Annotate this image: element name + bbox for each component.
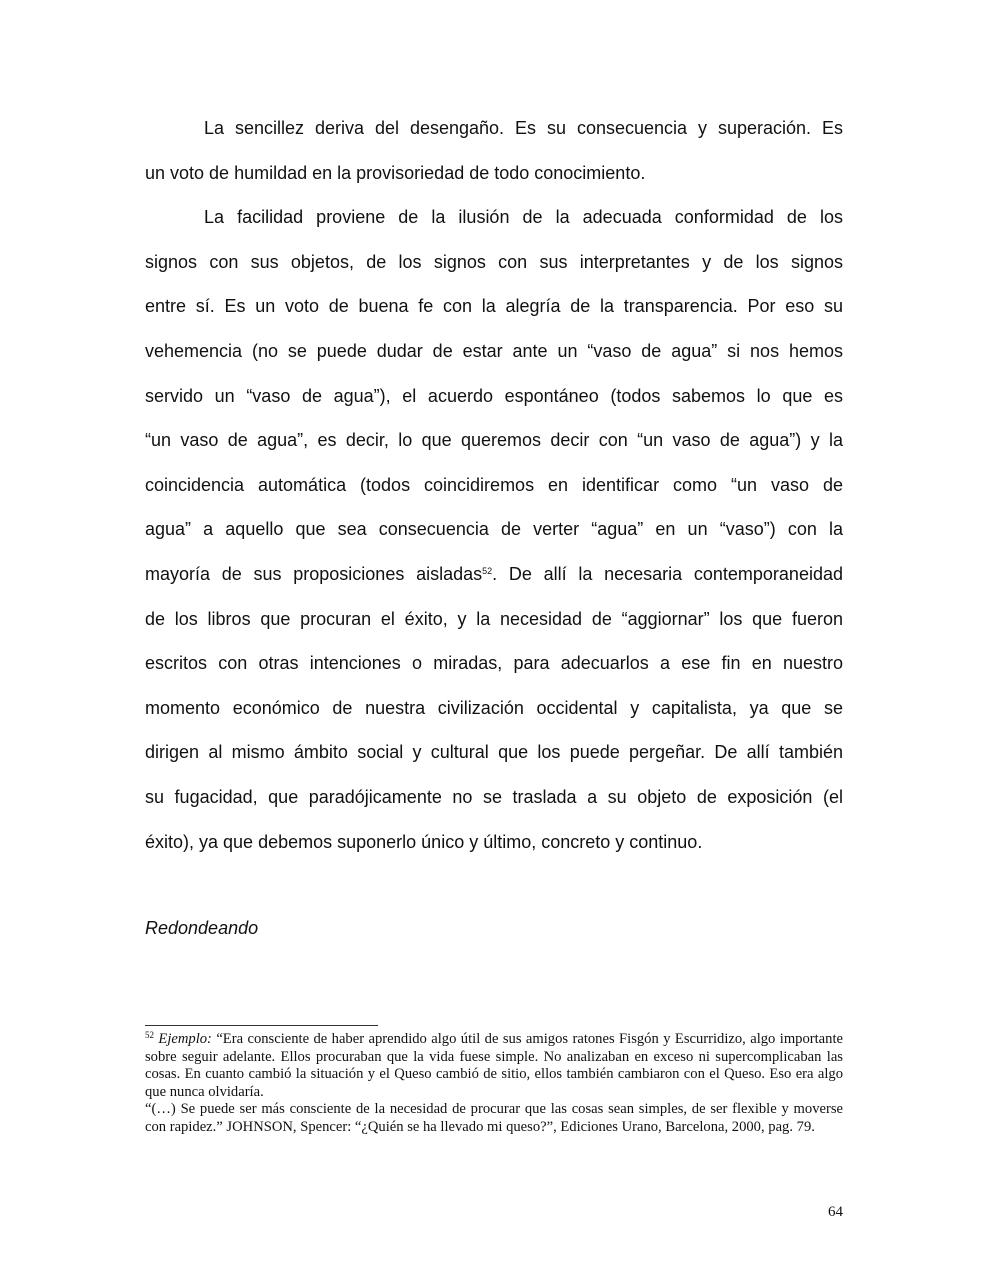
text-line: coincidencia automática (todos coincidiremos en identificar como “un vaso de — [145, 474, 843, 495]
text-line: escritos con otras intenciones o miradas, para adecuarlos a ese fin en nuestro — [145, 653, 843, 674]
text-line: La sencillez deriva del desengaño. Es su consecuencia y superación. Es — [204, 118, 843, 138]
text-line: su fugacidad, que paradójicamente no se traslada a su objeto de exposición (el — [145, 786, 843, 807]
text-line: vehemencia (no se puede dudar de estar ante un “vaso de agua” si nos hemos — [145, 340, 843, 361]
footnote — [145, 1031, 843, 1137]
text-line: dirigen al mismo ámbito social y cultural que los puede pergeñar. De allí también — [145, 742, 843, 763]
footnote-text: “Era consciente de haber aprendido algo útil de sus amigos ratones Fisgón y Escurridizo, algo importante sobre seguir adelante. Ellos procuraban que la vida fuese simple. No analizaban en exceso ni supercomplicaban las cosas. En cuanto cambió la situación y el Queso cambió de sitio, ellos también cambiaron con el Queso. Eso era algo que nunca olvidaría. — [145, 1031, 843, 1100]
footnote-ref[interactable]: 52 — [482, 565, 493, 576]
text-line: entre sí. Es un voto de buena fe con la alegría de la transparencia. Por eso su — [145, 296, 843, 317]
footnote-separator — [145, 1025, 378, 1026]
text-line: signos con sus objetos, de los signos con sus interpretantes y de los signos — [145, 251, 843, 272]
paragraph — [145, 195, 843, 864]
text-line: un voto de humildad en la provisoriedad de todo conocimiento. — [145, 162, 646, 183]
section-heading: Redondeando — [145, 918, 259, 938]
paragraph — [145, 106, 843, 195]
footnote-label: Ejemplo: — [158, 1031, 212, 1047]
footnote-paragraph — [145, 1031, 843, 1101]
text-line: “un vaso de agua”, es decir, lo que queremos decir con “un vaso de agua”) y la — [145, 430, 843, 451]
page-number: 64 — [828, 1204, 843, 1220]
text-line: éxito), ya que debemos suponerlo único y último, concreto y continuo. — [145, 831, 703, 852]
footnote-number: 52 — [145, 1030, 154, 1040]
text-line: servido un “vaso de agua”), el acuerdo espontáneo (todos sabemos lo que es — [145, 385, 843, 406]
text-line: La facilidad proviene de la ilusión de la adecuada conformidad de los — [204, 207, 843, 228]
text-line: momento económico de nuestra civilización occidental y capitalista, ya que se — [145, 697, 843, 718]
text-fragment: mayoría de sus proposiciones aisladas — [145, 563, 483, 584]
footnote-paragraph: “(…) Se puede ser más consciente de la necesidad de procurar que las cosas sean simples, de ser flexible y moverse con rapidez.” JOHNSON, Spencer: “¿Quién se ha llevado mi queso?”, Ediciones Urano, Barcelona, 2000, pag. 79. — [145, 1101, 843, 1135]
text-line — [145, 552, 843, 597]
text-line: agua” a aquello que sea consecuencia de verter “agua” en un “vaso”) con la — [145, 519, 843, 540]
text-fragment: . De allí la necesaria contemporaneidad — [492, 563, 843, 584]
body-text — [145, 106, 843, 864]
text-line: de los libros que procuran el éxito, y la necesidad de “aggiornar” los que fueron — [145, 608, 843, 629]
